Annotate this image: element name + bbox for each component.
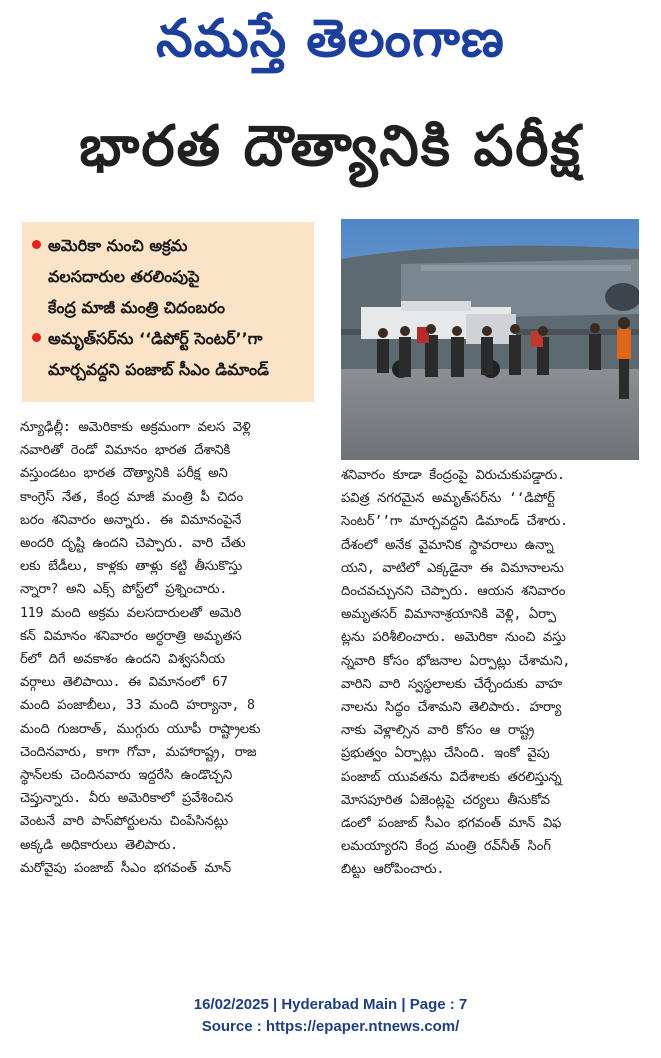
- article-line: న్నవారి కోసం భోజనాల ఏర్పాట్లు చేశామని,: [341, 653, 571, 669]
- article-line: చెందినవారు, కాగా గోవా, మహారాష్ట్ర, రాజ: [20, 744, 257, 760]
- highlight-line: అమృత్‌సర్‌ను ‘‘డిపోర్ట్ సెంటర్’’గా: [48, 329, 263, 348]
- article-column-right: [341, 464, 643, 882]
- article-line: మంది పంజాబీలు, 33 మంది హర్యానా, 8: [20, 698, 255, 714]
- article-line: ప్రభుత్వం ఏర్పాట్లు చేసింది. ఇంకో వైపు: [341, 746, 550, 762]
- article-line: మోసపూరిత ఏజెంట్లపై చర్యలు తీసుకోవ: [341, 792, 550, 808]
- highlight-line: కేంద్ర మాజీ మంత్రి చిదంబరం: [48, 298, 226, 317]
- highlight-line: వలసదారుల తరలింపుపై: [48, 267, 200, 286]
- source-link[interactable]: Source : https://epaper.ntnews.com/: [201, 1018, 460, 1035]
- article-line: నాకు వెళ్లాల్సిన వారి కోసం ఆ రాష్ట్ర: [341, 723, 535, 739]
- article-line: బరం శనివారం అన్నారు. ఈ విమానంపైనే: [20, 512, 242, 528]
- article-line: దించవచ్చునని చెప్పారు. ఆయన శనివారం: [341, 584, 566, 600]
- article-line: కన్ విమానం శనివారం అర్ధరాత్రి అమృతస: [20, 628, 242, 644]
- airport-deportees-photo: [341, 219, 639, 460]
- article-line: శనివారం కూడా కేంద్రంపై విరుచుకుపడ్డారు.: [341, 468, 565, 483]
- highlight-item: [32, 323, 306, 385]
- article-line: అమృతసర్ విమానాశ్రయానికి వెళ్లి, ఏర్పా: [341, 607, 556, 623]
- newspaper-logo: నమస్తే తెలంగాణ: [156, 8, 505, 69]
- article-line: డంలో పంజాబ్ సీఎం భగవంత్ మాన్ విఫ: [341, 816, 562, 832]
- article-line: వారిని వారి స్వస్థలాలకు చేర్చేందుకు వాహ: [341, 676, 562, 692]
- article-line: ట్లను పరిశీలించారు. అమెరికా నుంచి వస్తు: [341, 630, 566, 646]
- article-line: దేశంలో అనేక వైమానిక స్థావరాలు ఉన్నా: [341, 537, 554, 553]
- highlight-item: [32, 230, 306, 323]
- highlight-line: మార్చవద్దని పంజాబ్ సీఎం డిమాండ్: [48, 360, 269, 379]
- article-line: న్నారా? అని ఎక్స్ పోస్ట్‌లో ప్రశ్నించారు.: [20, 582, 228, 598]
- article-line: సెంటర్’’గా మార్చవద్దని డిమాండ్ చేశారు.: [341, 514, 568, 530]
- article-line: న్యూఢిల్లీ: అమెరికాకు అక్రమంగా వలస వెళ్లి: [20, 420, 251, 435]
- highlights-box: [22, 222, 314, 402]
- article-line: కాంగ్రెస్ నేత, కేంద్ర మాజీ మంత్రి పీ చిదం: [20, 489, 243, 505]
- article-column-left: [20, 416, 336, 880]
- news-photo: [341, 219, 639, 460]
- article-line: యని, వాటిలో ఎక్కడైనా ఈ విమానాలను: [341, 560, 564, 576]
- article-line: నాలను సిద్ధం చేశామని తెలిపారు. హర్యా: [341, 700, 562, 716]
- article-line: స్థాన్‌లకు చెందినవారు ఇద్దరేసి ఉండొచ్చని: [20, 768, 232, 784]
- article-line: లకు బేడీలు, కాళ్లకు తాళ్లు కట్టి తీసుకొస్తు: [20, 559, 243, 575]
- dateline: 16/02/2025 | Hyderabad Main | Page : 7: [193, 996, 468, 1013]
- article-line: మంది గుజరాత్, ముగ్గురు యూపీ రాష్ట్రాలకు: [20, 721, 261, 737]
- article-line: 119 మంది అక్రమ వలసదారులతో అమెరి: [20, 605, 242, 621]
- article-line: వెంటనే వారి పాస్‌పోర్టులను చింపేసినట్లు: [20, 814, 229, 830]
- page-footer: [0, 994, 661, 1038]
- article-line: పవిత్ర నగరమైన అమృత్‌సర్‌ను ‘‘డిపోర్ట్: [341, 491, 555, 507]
- article-line: అందరి దృష్టి ఉందని చెప్పారు. వారి చేతు: [20, 536, 246, 552]
- article-line: లమయ్యారని కేంద్ర మంత్రి రవ్‌నీత్ సింగ్: [341, 839, 551, 855]
- article-line: అక్కడి అధికారులు తెలిపారు.: [20, 837, 178, 853]
- article-line: పంజాబ్ యువతను విదేశాలకు తరలిస్తున్న: [341, 769, 562, 785]
- highlight-line: అమెరికా నుంచి అక్రమ: [48, 236, 188, 255]
- article-line: వర్గాలు తెలిపాయి. ఈ విమానంలో 67: [20, 675, 228, 691]
- page-headline: భారత దౌత్యానికి పరీక్ష: [79, 114, 582, 179]
- bullet-icon: [32, 240, 41, 249]
- article-line: మరోవైపు పంజాబ్ సీఎం భగవంత్ మాన్: [20, 860, 231, 876]
- article-line: ర్‌లో దిగే అవకాశం ఉందని విశ్వసనీయ: [20, 652, 225, 668]
- article-line: నవారితో రెండో విమానం భారత దేశానికి: [20, 443, 231, 459]
- bullet-icon: [32, 333, 41, 342]
- article-line: బిట్టు ఆరోపించారు.: [341, 862, 445, 878]
- article-line: చెప్తున్నారు. వీరు అమెరికాలో ప్రవేశించిన: [20, 791, 233, 807]
- article-line: వస్తుండటం భారత దౌత్యానికి పరీక్ష అని: [20, 466, 228, 482]
- masthead: [0, 0, 661, 96]
